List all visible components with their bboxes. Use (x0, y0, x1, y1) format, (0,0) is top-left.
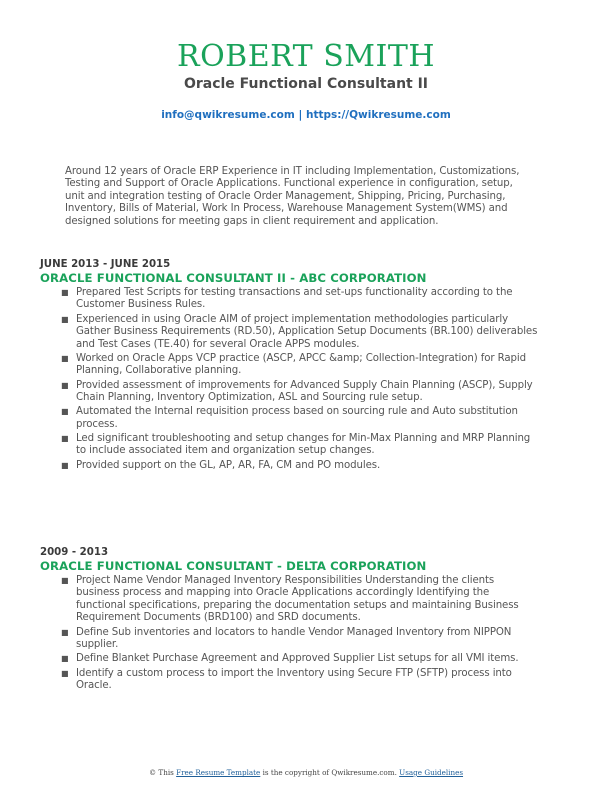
bullet-item (61, 667, 540, 693)
bullet-text: Provided support on the GL, AP, AR, FA, CM and PO modules. (76, 459, 381, 471)
candidate-title: Oracle Functional Consultant II (183, 76, 429, 92)
contact-line (0, 108, 612, 122)
bullet-text: Define Blanket Purchase Agreement and Approved Supplier List setups for all VMI items. (76, 653, 519, 665)
bullet-icon: ■ (61, 407, 69, 417)
job-title: ORACLE FUNCTIONAL CONSULTANT II - ABC CORPORATION (40, 271, 427, 285)
job-dates: 2009 - 2013 (40, 547, 109, 558)
job-title: ORACLE FUNCTIONAL CONSULTANT - DELTA CORPORATION (40, 559, 427, 573)
bullet-icon: ■ (61, 576, 69, 585)
bullet-item (61, 406, 540, 431)
job-entry-1 (40, 259, 540, 474)
bullet-text: Automated the Internal requisition process based on sourcing rule and Auto substitution process. (76, 406, 518, 430)
bullet-text: Identify a custom process to import the Inventory using Secure FTP (SFTP) process into Oracle. (76, 667, 512, 691)
bullet-item (61, 575, 540, 625)
email-link[interactable]: info@qwikresume.com (161, 109, 295, 121)
bullet-item (61, 313, 540, 351)
bullet-item (61, 459, 540, 472)
bullet-icon: ■ (61, 380, 69, 390)
job-bullets (40, 575, 540, 692)
bullet-item (61, 287, 540, 312)
footer-middle: is the copyright of Qwikresume.com. (260, 768, 400, 777)
bullet-icon: ■ (61, 460, 69, 470)
bullet-text: Led significant troubleshooting and setup changes for Min-Max Planning and MRP Planning to include associated item and organization setup changes. (76, 432, 531, 457)
bullet-item (61, 653, 540, 665)
bullet-icon: ■ (61, 668, 69, 678)
copyright-footer (0, 768, 612, 777)
website-link[interactable]: https://Qwikresume.com (305, 109, 451, 121)
bullet-text: Prepared Test Scripts for testing transactions and set-ups functionality according to the Customer Business Rules. (76, 287, 513, 311)
job-entry-2 (40, 547, 540, 694)
summary-paragraph: Around 12 years of Oracle ERP Experience in IT including Implementation, Customizations, Testing and Support of Oracle Applications. Functional experience in configuration, setup, unit and integration testing of Oracle Order Management, Shipping, Pricing, Purchasing, Inventory, Bills of Material, Work In Process, Warehouse Management System(WMS) and designed solutions for meeting gaps in client requirement and application. (65, 166, 520, 227)
bullet-icon: ■ (61, 433, 69, 443)
bullet-icon: ■ (61, 288, 69, 297)
bullet-text: Provided assessment of improvements for Advanced Supply Chain Planning (ASCP), Supply Chain Planning, Inventory Optimization, ASL and Sourcing rule setup. (76, 379, 533, 403)
usage-guidelines-link[interactable]: Usage Guidelines (399, 768, 464, 777)
bullet-item (61, 379, 540, 405)
bullet-icon: ■ (61, 314, 69, 324)
contact-separator: | (294, 109, 306, 121)
bullet-item (61, 352, 540, 378)
free-resume-template-link[interactable]: Free Resume Template (176, 768, 261, 777)
candidate-name: ROBERT SMITH (176, 39, 436, 74)
bullet-text: Define Sub inventories and locators to handle Vendor Managed Inventory from NIPPON supplier. (76, 626, 512, 650)
bullet-item (61, 626, 540, 652)
bullet-icon: ■ (61, 627, 69, 637)
job-dates: JUNE 2013 - JUNE 2015 (40, 259, 171, 270)
bullet-item (61, 432, 540, 458)
footer-prefix: © This (148, 768, 177, 777)
bullet-icon: ■ (61, 654, 69, 664)
bullet-text: Experienced in using Oracle AIM of project implementation methodologies particularly Gather Business Requirements (RD.50), Application Setup Documents (BR.100) deliverables and Test Cases (TE.40) for several Oracle APPS modules. (76, 313, 538, 350)
job-bullets (40, 287, 540, 472)
resume-header (0, 40, 612, 122)
bullet-text: Project Name Vendor Managed Inventory Responsibilities Understanding the clients business process and mapping into Oracle Applications accordingly Identifying the functional specifications, preparing the documentation setups and maintaining Business Requirement Documents (BRD100) and SRD documents. (76, 575, 519, 624)
bullet-icon: ■ (61, 353, 69, 363)
bullet-text: Worked on Oracle Apps VCP practice (ASCP, APCC &amp; Collection-Integration) for Rapid Planning, Collaborative planning. (76, 352, 526, 377)
